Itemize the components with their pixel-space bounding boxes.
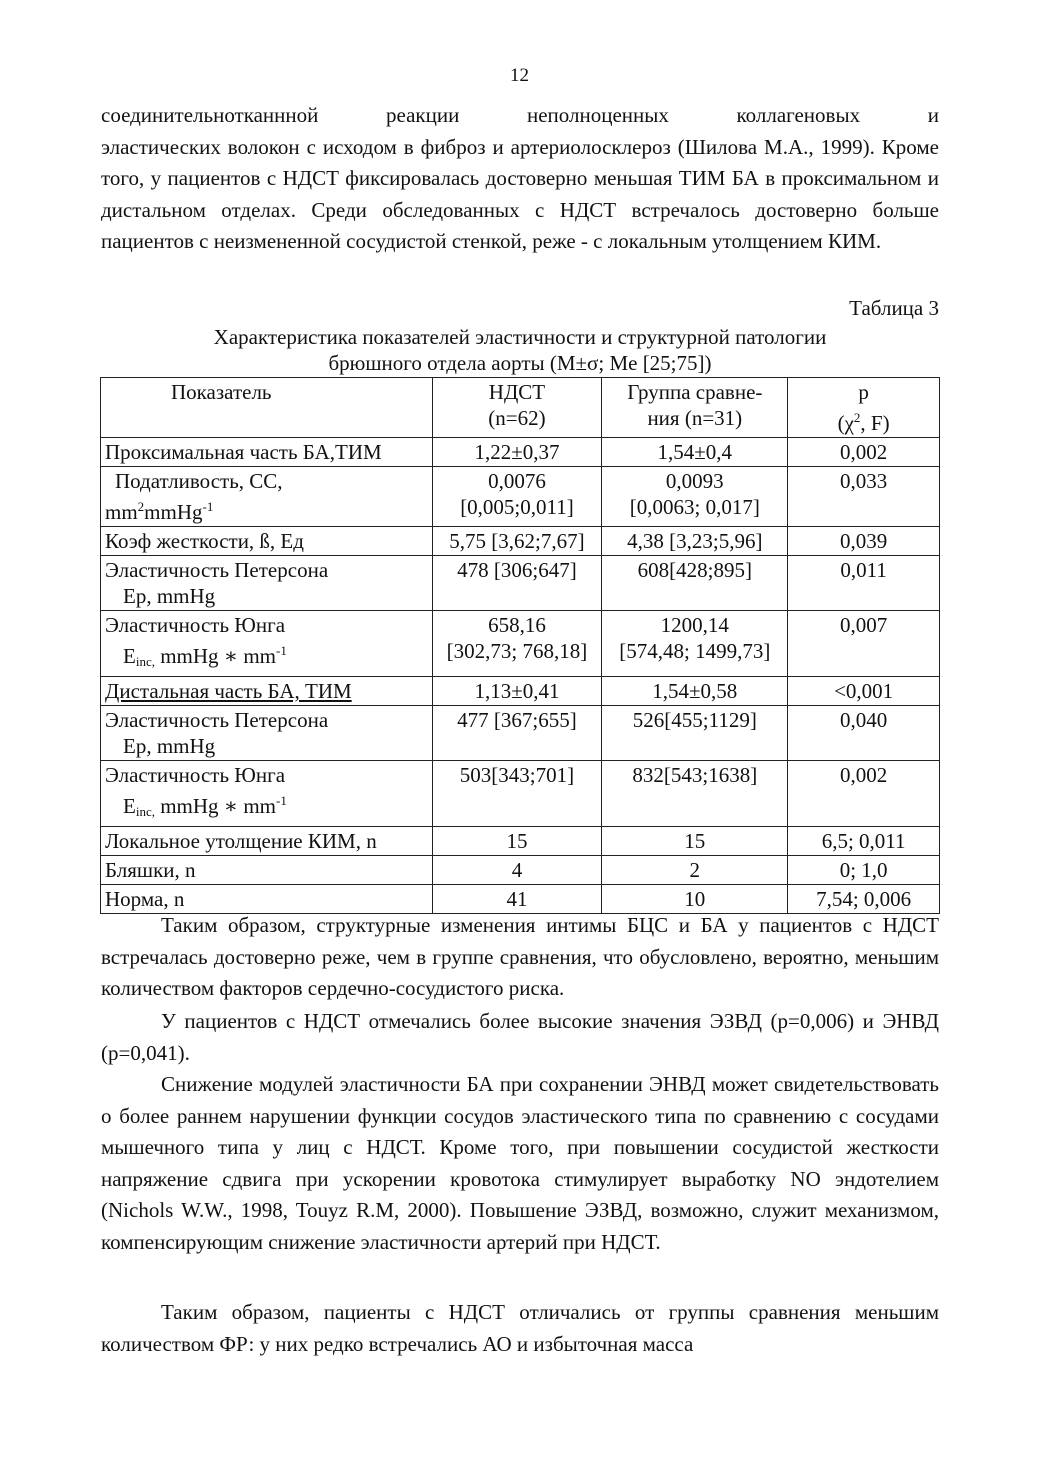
table-row	[101, 706, 940, 761]
table-row	[101, 611, 940, 677]
value-cell: 478 [306;647]	[432, 556, 602, 611]
value-cell: 1,54±0,58	[602, 677, 788, 706]
row-label: Коэф жесткости, ß, Ед	[101, 527, 433, 556]
value-cell: 0,0076 [0,005;0,011]	[432, 467, 602, 527]
table-row	[101, 761, 940, 827]
table-row	[101, 856, 940, 885]
value-cell: 2	[602, 856, 788, 885]
row-label: Эластичность Юнга $E_{inc,}$ mmHg ∗ $mm^{-1}$	[101, 611, 433, 677]
header-cell: Группа сравне- ния (n=31)	[602, 378, 788, 438]
value-cell: 4,38 [3,23;5,96]	[602, 527, 788, 556]
table-header-row	[101, 378, 940, 438]
caption-line: брюшного отдела аорты (M±σ; Me [25;75])	[328, 351, 712, 375]
p-cell: 0,007	[788, 611, 940, 677]
page-number: 12	[510, 65, 529, 86]
table-label: Таблица 3	[849, 296, 939, 320]
value-cell: 15	[602, 827, 788, 856]
row-label: Проксимальная часть БА,ТИМ	[101, 438, 433, 467]
paragraph-top-first-line	[101, 100, 939, 132]
paragraph: У пациентов с НДСТ отмечались более высокие значения ЭЗВД (p=0,006) и ЭНВД (p=0,041).	[101, 1009, 939, 1065]
data-table	[100, 377, 940, 914]
row-label: Дистальная часть БА, ТИМ	[101, 677, 433, 706]
value-cell: 658,16 [302,73; 768,18]	[432, 611, 602, 677]
row-label: Локальное утолщение КИМ, n	[101, 827, 433, 856]
value-cell: 608[428;895]	[602, 556, 788, 611]
word: коллагеновых	[736, 103, 861, 127]
header-cell: НДСТ (n=62)	[432, 378, 602, 438]
row-label: Норма, n	[101, 885, 433, 914]
value-cell: 4	[432, 856, 602, 885]
row-label: Податливость, CC, $mm^2mmHg^{-1}$	[101, 467, 433, 527]
paragraph-top	[101, 100, 939, 258]
row-label: Бляшки, n	[101, 856, 433, 885]
value-cell: 15	[432, 827, 602, 856]
value-cell: 1,54±0,4	[602, 438, 788, 467]
row-label: Эластичность Юнга $E_{inc,}$ mmHg ∗ $mm^{-1}$	[101, 761, 433, 827]
value-cell: 41	[432, 885, 602, 914]
row-label: Эластичность Петерсона Ep, mmHg	[101, 706, 433, 761]
p-cell: 0,039	[788, 527, 940, 556]
word: соединительнотканнной	[101, 103, 319, 127]
word: неполноценных	[526, 103, 669, 127]
word: реакции	[386, 103, 460, 127]
caption-line: Характеристика показателей эластичности и структурной патологии	[213, 325, 827, 349]
p-cell: 0; 1,0	[788, 856, 940, 885]
header-cell: Показатель	[101, 378, 433, 438]
table-row	[101, 527, 940, 556]
value-cell: 5,75 [3,62;7,67]	[432, 527, 602, 556]
value-cell: 1,13±0,41	[432, 677, 602, 706]
value-cell: 832[543;1638]	[602, 761, 788, 827]
p-cell: 6,5; 0,011	[788, 827, 940, 856]
p-cell: 7,54; 0,006	[788, 885, 940, 914]
p-cell: 0,002	[788, 761, 940, 827]
table-row	[101, 677, 940, 706]
p-cell: 0,040	[788, 706, 940, 761]
word: и	[927, 103, 939, 127]
value-cell: 0,0093 [0,0063; 0,017]	[602, 467, 788, 527]
value-cell: 477 [367;655]	[432, 706, 602, 761]
table-row	[101, 556, 940, 611]
value-cell: 1200,14 [574,48; 1499,73]	[602, 611, 788, 677]
paragraph: Таким образом, пациенты с НДСТ отличались от группы сравнения меньшим количеством ФР: у них редко встречались АО и избыточная масса	[101, 1300, 939, 1356]
p-cell: <0,001	[788, 677, 940, 706]
paragraph: Таким образом, структурные изменения интимы БЦС и БА у пациентов с НДСТ встречалась достоверно реже, чем в группе сравнения, что обусловлено, вероятно, меньшим количеством факторов сердечно-сосудистого риска.	[101, 913, 939, 1000]
table-row	[101, 438, 940, 467]
value-cell: 1,22±0,37	[432, 438, 602, 467]
value-cell: 526[455;1129]	[602, 706, 788, 761]
paragraph-top-rest: эластических волокон с исходом в фиброз и артериолосклероз (Шилова М.А., 1999). Кроме того, у пациентов с НДСТ фиксировалась достоверно меньшая ТИМ БА в проксимальном и дистальном отделах. Среди обследованных с НДСТ встречалось достоверно больше пациентов с неизмененной сосудистой стенкой, реже - с локальным утолщением КИМ.	[101, 134, 939, 253]
header-cell: p ($\chi^2$, F)	[788, 378, 940, 438]
value-cell: 503[343;701]	[432, 761, 602, 827]
value-cell: 10	[602, 885, 788, 914]
table-row	[101, 467, 940, 527]
table-caption	[101, 324, 939, 376]
row-label: Эластичность Петерсона Ep, mmHg	[101, 556, 433, 611]
p-cell: 0,011	[788, 556, 940, 611]
table-row	[101, 827, 940, 856]
p-cell: 0,033	[788, 467, 940, 527]
paragraph: Снижение модулей эластичности БА при сохранении ЭНВД может свидетельствовать о более раннем нарушении функции сосудов эластического типа по сравнению с сосудами мышечного типа у лиц с НДСТ. Кроме того, при повышении сосудистой жесткости напряжение сдвига при ускорении кровотока стимулирует выработку NO эндотелием (Nichols W.W., 1998, Touyz R.M, 2000). Повышение ЭЗВД, возможно, служит механизмом, компенсирующим снижение эластичности артерий при НДСТ.	[101, 1072, 939, 1254]
p-cell: 0,002	[788, 438, 940, 467]
